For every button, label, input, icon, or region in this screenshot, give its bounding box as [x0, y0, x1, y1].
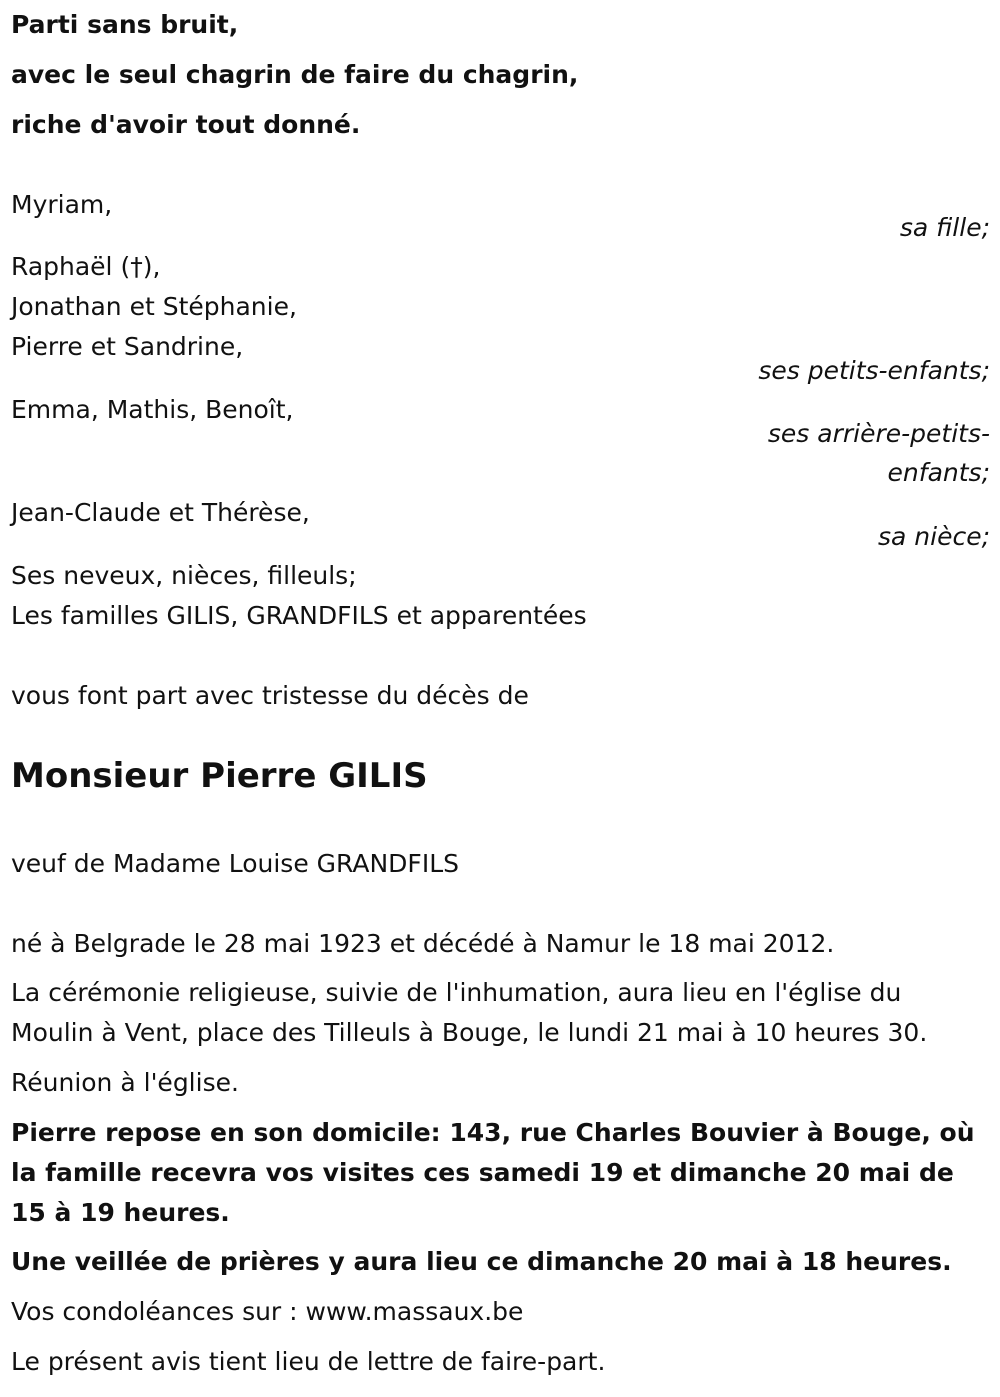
- announcement: vous font part avec tristesse du décès de: [11, 681, 529, 710]
- epigraph-line-2: avec le seul chagrin de faire du chagrin,: [11, 60, 579, 89]
- niece-name: Jean-Claude et Thérèse,: [11, 498, 310, 527]
- grandchild-2: Jonathan et Stéphanie,: [11, 292, 297, 321]
- daughter-role: sa fille;: [899, 213, 990, 242]
- other-relatives-2: Les familles GILIS, GRANDFILS et apparentées: [11, 601, 587, 630]
- vigil: Une veillée de prières y aura lieu ce dimanche 20 mai à 18 heures.: [11, 1247, 952, 1276]
- epigraph-line-3: riche d'avoir tout donné.: [11, 110, 361, 139]
- condolences: Vos condoléances sur : www.massaux.be: [11, 1297, 524, 1326]
- great-grandchildren: Emma, Mathis, Benoît,: [11, 395, 294, 424]
- niece-role: sa nièce;: [877, 522, 990, 551]
- great-grandchildren-role-1: ses arrière-petits-: [767, 419, 990, 448]
- grandchild-3: Pierre et Sandrine,: [11, 332, 244, 361]
- epigraph-line-1: Parti sans bruit,: [11, 10, 239, 39]
- visits: Pierre repose en son domicile: 143, rue Charles Bouvier à Bouge, où la famille recevra vos visites ces samedi 19 et dimanche 20 mai de 15 à 19 heures.: [11, 1118, 975, 1227]
- deceased-name: Monsieur Pierre GILIS: [11, 756, 428, 796]
- notice: Le présent avis tient lieu de lettre de faire-part.: [11, 1347, 606, 1376]
- ceremony: La cérémonie religieuse, suivie de l'inhumation, aura lieu en l'église du Moulin à Vent, place des Tilleuls à Bouge, le lundi 21 mai à 10 heures 30.: [11, 978, 928, 1047]
- meeting: Réunion à l'église.: [11, 1068, 239, 1097]
- other-relatives-1: Ses neveux, nièces, filleuls;: [11, 561, 357, 590]
- great-grandchildren-role-2: enfants;: [887, 458, 990, 487]
- daughter-name: Myriam,: [11, 190, 113, 219]
- widower-of: veuf de Madame Louise GRANDFILS: [11, 849, 459, 878]
- birth-death: né à Belgrade le 28 mai 1923 et décédé à Namur le 18 mai 2012.: [11, 929, 835, 958]
- grandchildren-role: ses petits-enfants;: [758, 356, 990, 385]
- grandchild-1: Raphaël (†),: [11, 252, 161, 281]
